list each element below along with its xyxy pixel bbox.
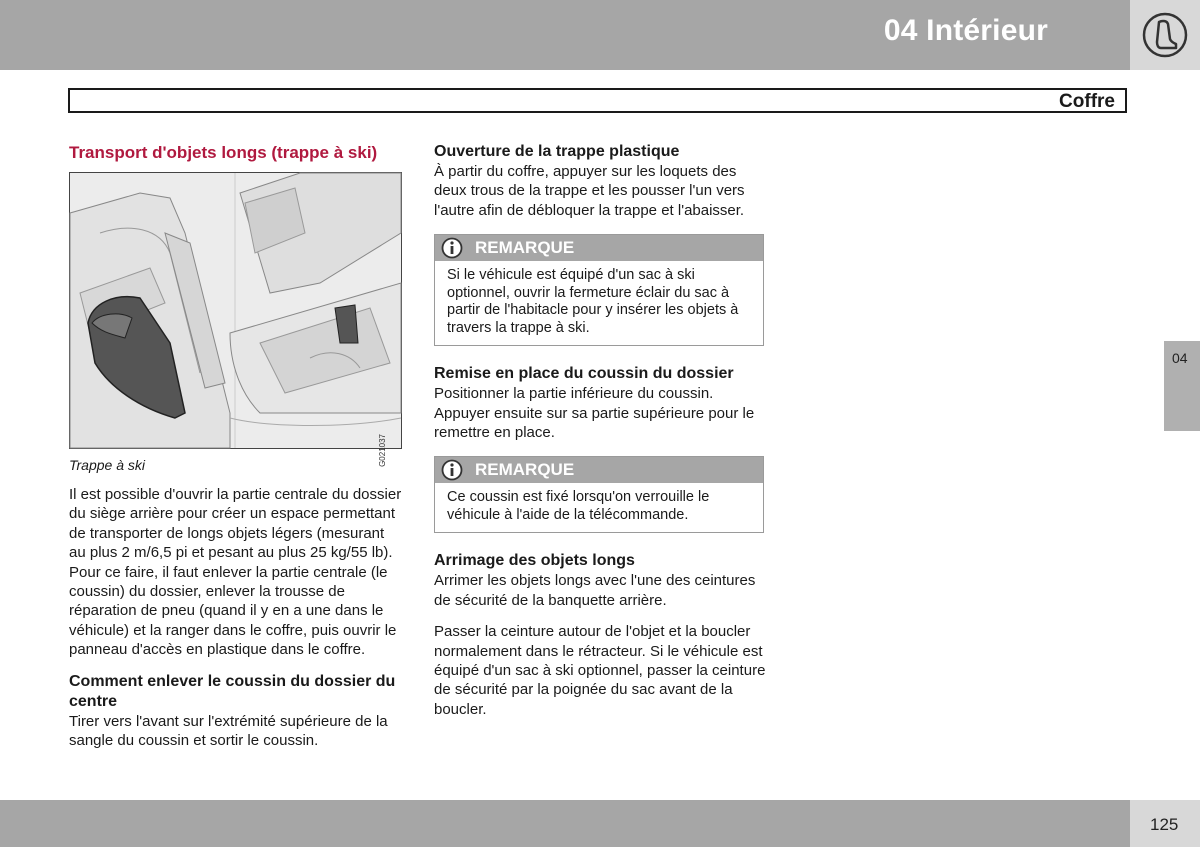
replace-cushion-heading: Remise en place du coussin du dossier	[434, 365, 734, 383]
belt-instructions-text: Passer la ceinture autour de l'objet et la boucler normalement dans le rétracteur. Si le véhicule est équipé d'un sac à ski optionnel, passer la ceinture de sécurité par la poignée du sac avant de la boucler.	[434, 623, 766, 718]
chapter-icon-box	[1130, 0, 1200, 70]
chapter-title: 04 Intérieur	[883, 14, 1048, 47]
note-title: REMARQUE	[475, 460, 575, 480]
note-header	[435, 457, 763, 483]
section-header	[68, 88, 1127, 113]
open-hatch-text: À partir du coffre, appuyer sur les loquets des deux trous de la trappe et les pousser l'un vers l'autre afin de débloquer la trappe et l'abaisser.	[434, 163, 745, 219]
page-number: 125	[1150, 815, 1179, 834]
open-hatch-heading: Ouverture de la trappe plastique	[434, 143, 680, 160]
secure-objects-text: Arrimer les objets longs avec l'une des ceintures de sécurité de la banquette arrière.	[434, 572, 756, 609]
section-title: Coffre	[1059, 91, 1115, 112]
intro-paragraph: Il est possible d'ouvrir la partie centrale du dossier du siège arrière pour créer un espace permettant de transporter de longs objets légers (mesurant au plus 2 m/6,5 pi et pesant au plus 25 kg/55 lb). Pour ce faire, il faut enlever la partie centrale (le coussin) du dossier, enlever la trousse de réparation de pneu (quand il y en a une dans le véhicule) et la ranger dans le coffre, puis ouvrir le panneau d'accès en plastique dans le coffre.	[69, 486, 402, 659]
page-number-box	[1130, 800, 1200, 847]
chapter-side-tab	[1164, 341, 1200, 431]
figure-caption: Trappe à ski	[69, 457, 145, 473]
footer-bar	[0, 800, 1130, 847]
right-column	[434, 142, 766, 731]
remove-cushion-heading: Comment enlever le coussin du dossier du centre	[69, 672, 396, 710]
note-header	[435, 235, 763, 261]
secure-objects-heading: Arrimage des objets longs	[434, 552, 635, 570]
info-icon	[441, 459, 463, 481]
note-title: REMARQUE	[475, 238, 575, 258]
info-icon	[441, 237, 463, 259]
seat-icon	[1141, 11, 1189, 59]
note-text: Ce coussin est fixé lorsqu'on verrouille le véhicule à l'aide de la télécommande.	[447, 489, 710, 523]
note-box	[434, 456, 764, 533]
remove-cushion-text: Tirer vers l'avant sur l'extrémité supérieure de la sangle du coussin et sortir le coussin.	[69, 712, 388, 750]
section-heading: Transport d'objets longs (trappe à ski)	[69, 143, 378, 162]
side-tab-label: 04	[1172, 350, 1188, 366]
ski-hatch-drawing	[70, 173, 401, 448]
left-column	[69, 142, 402, 762]
figure-code: G021037	[378, 434, 387, 467]
header-bar	[0, 0, 1130, 70]
note-box	[434, 234, 764, 346]
replace-cushion-text: Positionner la partie inférieure du coussin. Appuyer ensuite sur sa partie supérieure pour le remettre en place.	[434, 385, 755, 442]
note-text: Si le véhicule est équipé d'un sac à ski optionnel, ouvrir la fermeture éclair du sac à partir de l'habitacle pour y insérer les objets à travers la trappe à ski.	[447, 267, 739, 336]
